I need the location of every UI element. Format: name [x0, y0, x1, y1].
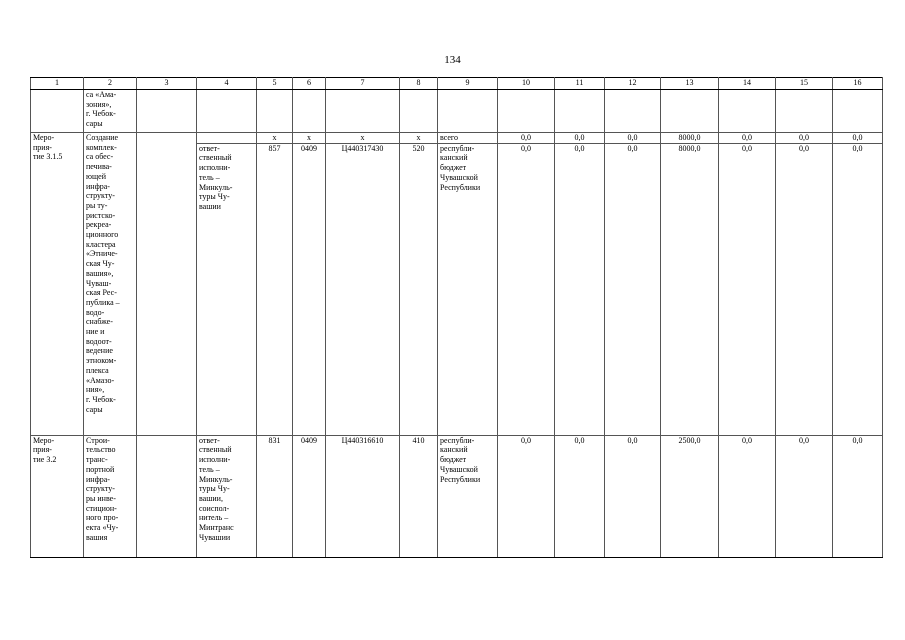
cell-value [719, 90, 776, 133]
cell-grbs: 831 [257, 435, 293, 557]
cell-event: Меро- прия- тие 3.2 [31, 435, 84, 557]
cell-expense-type: 410 [400, 435, 438, 557]
cell-value: 0,0 [555, 435, 605, 557]
cell-value [776, 90, 833, 133]
column-header: 9 [438, 78, 498, 90]
column-header: 13 [661, 78, 719, 90]
cell-value: 8000,0 [661, 143, 719, 435]
cell-expense-type: 520 [400, 143, 438, 435]
column-header: 1 [31, 78, 84, 90]
cell-section: 0409 [293, 435, 326, 557]
column-header: 10 [498, 78, 555, 90]
cell-source [438, 90, 498, 133]
cell-value: 0,0 [719, 435, 776, 557]
cell-name: са «Ама- зония», г. Чебок- сары [84, 90, 137, 133]
cell-value: 0,0 [719, 143, 776, 435]
column-header: 11 [555, 78, 605, 90]
cell-source: республи- канский бюджет Чувашской Республики [438, 143, 498, 435]
cell-value: 0,0 [498, 133, 555, 144]
cell-value: 0,0 [776, 143, 833, 435]
cell-value: 0,0 [833, 133, 883, 144]
page-number: 134 [444, 54, 461, 66]
cell-event: Меро- прия- тие 3.1.5 [31, 133, 84, 436]
cell-value: 0,0 [776, 133, 833, 144]
cell-value: 0,0 [555, 143, 605, 435]
cell-value: 0,0 [605, 435, 661, 557]
table-row [31, 90, 883, 133]
cell-value [833, 90, 883, 133]
cell-value: 8000,0 [661, 133, 719, 144]
cell-value: 0,0 [833, 435, 883, 557]
cell-expense-type [400, 90, 438, 133]
column-header: 5 [257, 78, 293, 90]
cell-value: 0,0 [498, 435, 555, 557]
cell-name: Создание комплек- са обес- печива- ющей инфра- структу- ры ту- ристско- рекреа- ционного кластера «Этниче- ская Чу- вашия», Чуваш- ская Рес- публика – водо- снабже- ние и водоот- ведение этноком- плекса «Амазо- ния», г. Чебок- сары [84, 133, 137, 436]
cell-executor: ответ- ственный исполни- тель – Минкуль- туры Чу- вашии, соиспол- нитель – Минтранс Чувашии [197, 435, 257, 557]
cell-grbs: 857 [257, 143, 293, 435]
column-header: 7 [326, 78, 400, 90]
cell-value [498, 90, 555, 133]
column-number-row [31, 78, 883, 90]
cell-col3 [137, 133, 197, 436]
cell-executor [197, 90, 257, 133]
column-header: 8 [400, 78, 438, 90]
cell-value: 0,0 [605, 133, 661, 144]
cell-target-article [326, 90, 400, 133]
column-header: 15 [776, 78, 833, 90]
cell-grbs: х [257, 133, 293, 144]
cell-value: 0,0 [719, 133, 776, 144]
cell-target-article: х [326, 133, 400, 144]
cell-section: 0409 [293, 143, 326, 435]
column-header: 2 [84, 78, 137, 90]
cell-value [605, 90, 661, 133]
cell-section [293, 90, 326, 133]
column-header: 4 [197, 78, 257, 90]
table-row [31, 435, 883, 557]
cell-value: 2500,0 [661, 435, 719, 557]
budget-table [30, 77, 883, 558]
column-header: 6 [293, 78, 326, 90]
cell-value: 0,0 [776, 435, 833, 557]
cell-executor [197, 133, 257, 144]
cell-grbs [257, 90, 293, 133]
cell-value [555, 90, 605, 133]
cell-target-article: Ц440317430 [326, 143, 400, 435]
cell-section: х [293, 133, 326, 144]
cell-target-article: Ц440316610 [326, 435, 400, 557]
table-row [31, 133, 883, 144]
cell-event [31, 90, 84, 133]
column-header: 16 [833, 78, 883, 90]
cell-value: 0,0 [555, 133, 605, 144]
column-header: 14 [719, 78, 776, 90]
cell-value: 0,0 [833, 143, 883, 435]
cell-name: Строи- тельство транс- портной инфра- структу- ры инве- стицион- ного про- екта «Чу- вашия [84, 435, 137, 557]
cell-value: 0,0 [605, 143, 661, 435]
cell-value [661, 90, 719, 133]
cell-col3 [137, 90, 197, 133]
cell-source: республи- канский бюджет Чувашской Республики [438, 435, 498, 557]
cell-col3 [137, 435, 197, 557]
column-header: 12 [605, 78, 661, 90]
cell-source: всего [438, 133, 498, 144]
cell-executor: ответ- ственный исполни- тель – Минкуль- туры Чу- вашии [197, 143, 257, 435]
cell-expense-type: х [400, 133, 438, 144]
column-header: 3 [137, 78, 197, 90]
cell-value: 0,0 [498, 143, 555, 435]
